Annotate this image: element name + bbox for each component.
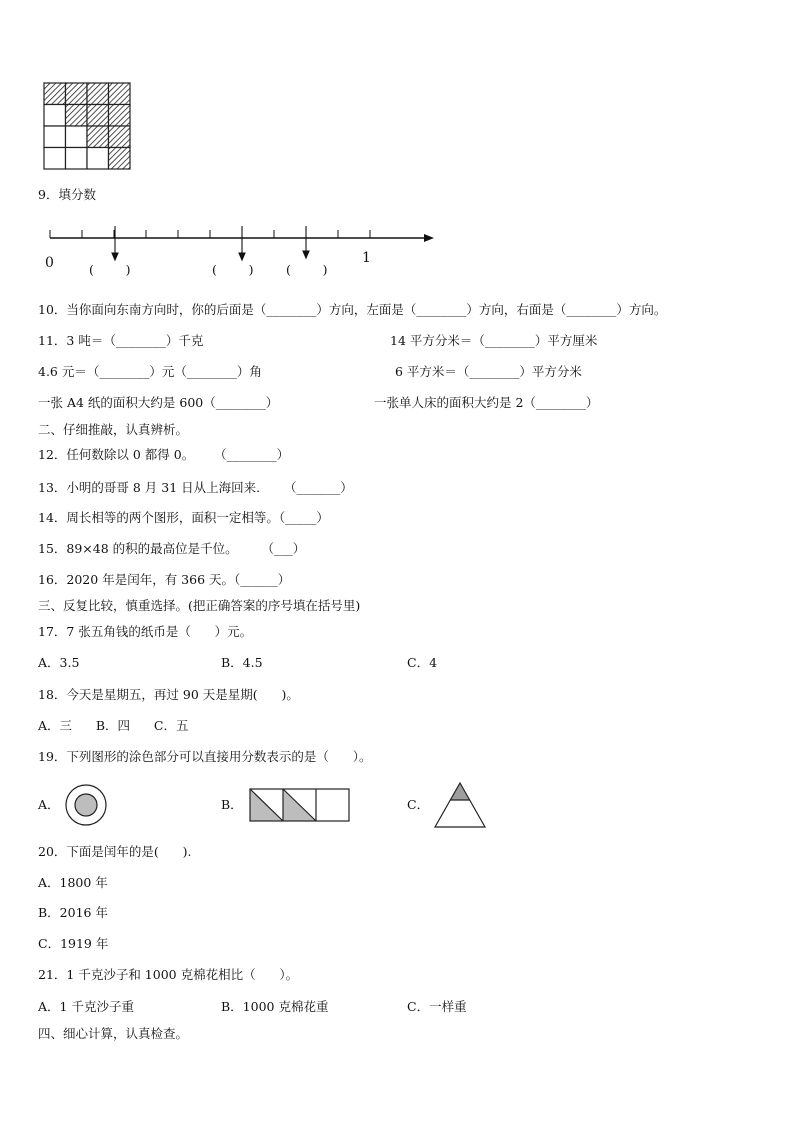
question-19-stem: 19．下列图形的涂色部分可以直接用分数表示的是（ ）。 [38, 749, 372, 764]
shaded-grid-figure [44, 83, 132, 173]
question-10: 10．当你面向东南方向时，你的后面是（________）方向，左面是（________）方向，右面是（________）方向。 [38, 302, 667, 317]
question-11-d: 6 平方米＝（________）平方分米 [395, 364, 582, 379]
fraction-blank-1: ( ) [89, 262, 131, 277]
question-15: 15．89×48 的积的最高位是千位。 （___） [38, 541, 306, 556]
question-19-option-c: C． [407, 797, 430, 812]
question-21-stem: 21．1 千克沙子和 1000 克棉花相比（ ）。 [38, 967, 299, 982]
triangle-figure [434, 782, 486, 828]
question-19-option-b: B． [221, 797, 243, 812]
number-line [46, 226, 438, 266]
concentric-circles-figure [64, 783, 108, 827]
question-20-stem: 20．下面是闰年的是( ). [38, 844, 192, 859]
question-11-f: 一张单人床的面积大约是 2（________） [374, 395, 599, 410]
question-17-option-c: C．4 [407, 655, 438, 670]
question-11-a: 11．3 吨＝（________）千克 [38, 333, 204, 348]
fraction-blank-3: ( ) [286, 262, 328, 277]
section-2-heading: 二、仔细推敲，认真辨析。 [38, 422, 189, 437]
question-16: 16．2020 年是闰年，有 366 天。（______） [38, 572, 291, 587]
question-11-c: 4.6 元＝（________）元（________）角 [38, 364, 262, 379]
question-11-e: 一张 A4 纸的面积大约是 600（________） [38, 395, 279, 410]
question-13: 13．小明的哥哥 8 月 31 日从上海回来. （_______） [38, 480, 353, 495]
number-line-zero: 0 [45, 255, 54, 271]
question-14: 14．周长相等的两个图形，面积一定相等。（_____） [38, 510, 329, 525]
question-20-option-b: B．2016 年 [38, 905, 108, 920]
question-18-options: A．三 B．四 C．五 [38, 718, 189, 733]
question-21-option-c: C．一样重 [407, 999, 467, 1014]
question-17-option-a: A．3.5 [38, 655, 80, 670]
three-squares-figure [249, 788, 351, 822]
question-12: 12．任何数除以 0 都得 0。 （________） [38, 447, 290, 462]
question-9-label: 9．填分数 [38, 187, 96, 202]
fraction-blank-2: ( ) [212, 262, 254, 277]
question-21-option-b: B．1000 克棉花重 [221, 999, 329, 1014]
question-20-option-c: C．1919 年 [38, 936, 109, 951]
question-21-option-a: A．1 千克沙子重 [38, 999, 134, 1014]
question-17-stem: 17．7 张五角钱的纸币是（ ）元。 [38, 624, 253, 639]
question-11-b: 14 平方分米＝（________）平方厘米 [390, 333, 598, 348]
number-line-one: 1 [362, 250, 371, 266]
section-4-heading: 四、细心计算，认真检查。 [38, 1026, 189, 1041]
section-3-heading: 三、反复比较，慎重选择。(把正确答案的序号填在括号里) [38, 598, 361, 613]
question-20-option-a: A．1800 年 [38, 875, 108, 890]
question-18-stem: 18．今天是星期五，再过 90 天是星期( )。 [38, 687, 299, 702]
question-17-option-b: B．4.5 [221, 655, 263, 670]
question-19-option-a: A． [38, 797, 60, 812]
